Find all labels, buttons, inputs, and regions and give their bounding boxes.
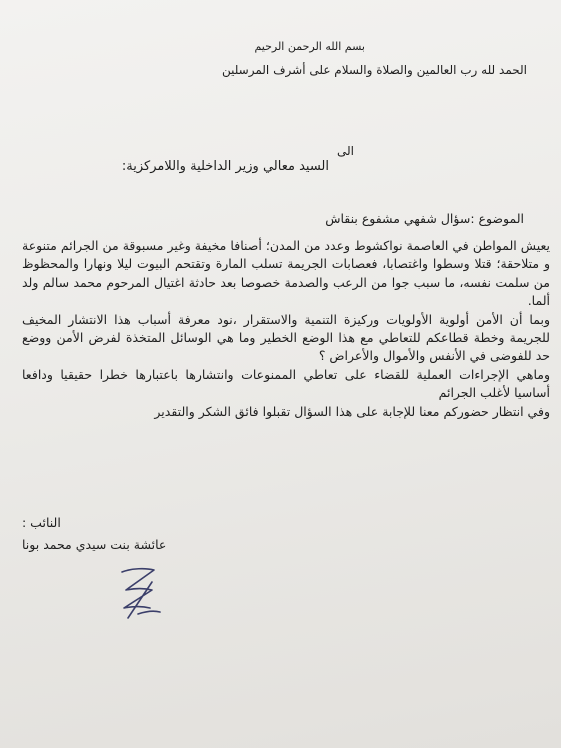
body-paragraph: وفي انتظار حضوركم معنا للإجابة على هذا السؤال تقبلوا فائق الشكر والتقدير bbox=[154, 403, 550, 419]
recipient-prefix: الى bbox=[337, 144, 354, 158]
addressee: السيد معالي وزير الداخلية واللامركزية: bbox=[121, 159, 329, 174]
handwritten-signature bbox=[108, 562, 168, 626]
basmala: بسم الله الرحمن الرحيم bbox=[254, 40, 365, 53]
letter-body bbox=[22, 237, 550, 421]
subject-line: الموضوع :سؤال شفهي مشفوع بنقاش bbox=[325, 211, 524, 226]
body-paragraph: وماهي الإجراءات العملية للقضاء على تعاطي الممنوعات وانتشارها باعتبارها خطرا حقيقيا ودافعا أساسيا لأغلب الجرائم bbox=[22, 366, 550, 401]
signatory-name: عائشة بنت سيدي محمد بونا bbox=[22, 537, 167, 552]
signatory-title: النائب : bbox=[22, 515, 61, 530]
body-paragraph: يعيش المواطن في العاصمة نواكشوط وعدد من المدن؛ أصنافا مخيفة وغير مسبوقة من الجرائم متنوعة و متلاحقة؛ قتلا وسطوا واغتصابا، فعصابات الجريمة تسلب المارة وتقتحم البيوت ليلا ونهارا والمحظوظ من سلمت نفسه، ما سبب جوا من الرعب والصدمة خصوصا بعد حادثة اغتيال المرحوم محمد سالم ولد ألما. bbox=[22, 238, 550, 309]
body-paragraph: وبما أن الأمن أولوية الأولويات وركيزة التنمية والاستقرار ،نود معرفة أسباب هذا الانتشار المخيف للجريمة وخطة قطاعكم للتعاطي مع هذا الوضع الخطير وما هي الوسائل المتخذة لفرض الأمن ووضع حد للفوضى في الأنفس والأموال والأعراض ؟ bbox=[22, 311, 550, 364]
praise-line: الحمد لله رب العالمين والصلاة والسلام على أشرف المرسلين bbox=[221, 63, 527, 77]
